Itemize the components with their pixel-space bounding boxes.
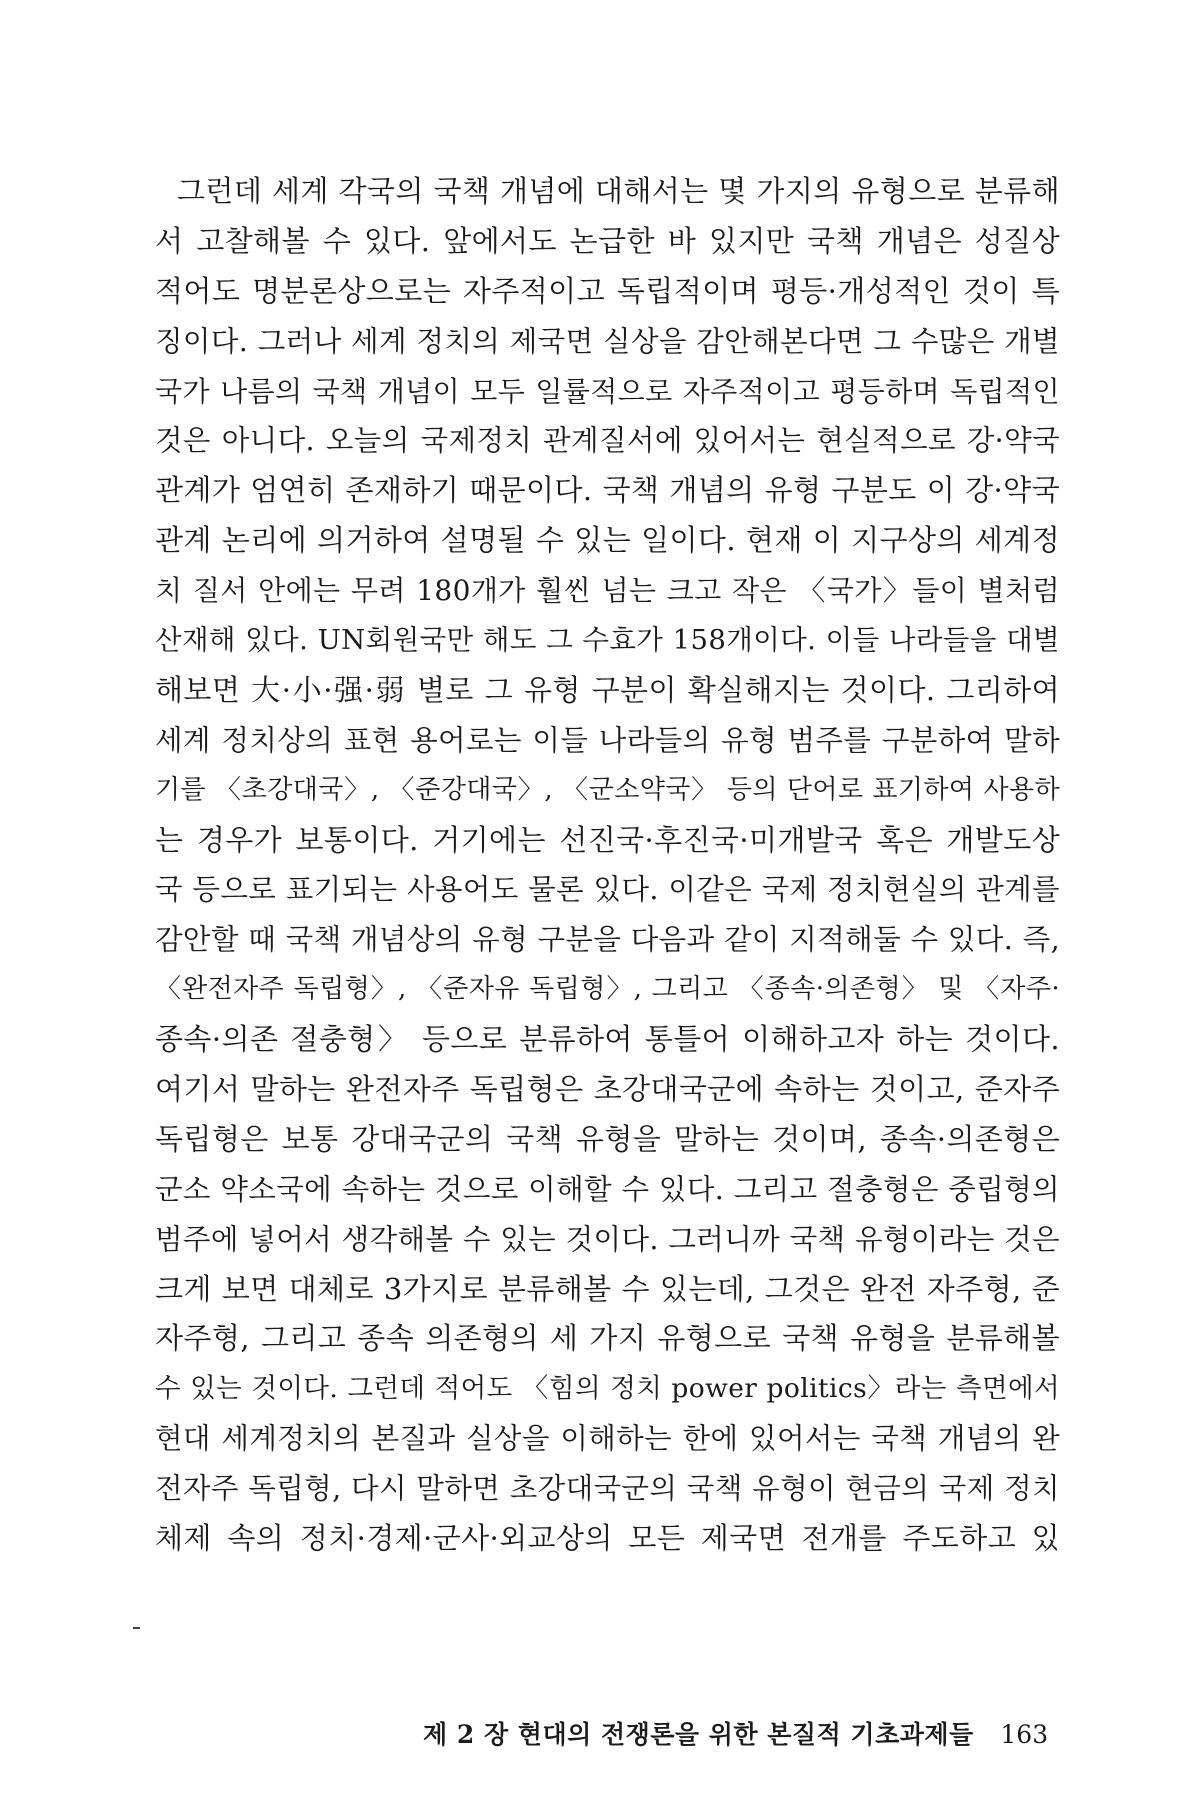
text-line: 감안할 때 국책 개념상의 유형 구분을 다음과 같이 지적해둘 수 있다. 즉, <box>155 923 1060 957</box>
running-footer <box>423 1715 1049 1755</box>
text-line: 관계가 엄연히 존재하기 때문이다. 국책 개념의 유형 구분도 이 강·약국 <box>155 473 1060 508</box>
chapter-title: 제 2 장 현대의 전쟁론을 위한 본질적 기초과제들 <box>423 1720 974 1749</box>
text-line: 서 고찰해볼 수 있다. 앞에서도 논급한 바 있지만 국책 개념은 성질상 <box>155 223 1060 258</box>
text-line: 는 경우가 보통이다. 거기에는 선진국·후진국·미개발국 혹은 개발도상 <box>155 822 1060 857</box>
text-line: 관계 논리에 의거하여 설명될 수 있는 일이다. 현재 이 지구상의 세계정 <box>155 523 1060 558</box>
text-line: 여기서 말하는 완전자주 독립형은 초강대국군에 속하는 것이고, 준자주 <box>155 1072 1060 1107</box>
text-line: 크게 보면 대체로 3가지로 분류해볼 수 있는데, 그것은 완전 자주형, 준 <box>155 1271 1060 1306</box>
text-line: 종속·의존 절충형〉 등으로 분류하여 통틀어 이해하고자 하는 것이다. <box>155 1022 1060 1057</box>
margin-mark <box>133 1627 140 1629</box>
text-line: 징이다. 그러나 세계 정치의 제국면 실상을 감안해본다면 그 수많은 개별 <box>155 324 1060 358</box>
text-line: 국 등으로 표기되는 사용어도 물론 있다. 이같은 국제 정치현실의 관계를 <box>155 873 1060 907</box>
text-line: 현대 세계정치의 본질과 실상을 이해하는 한에 있어서는 국책 개념의 완 <box>155 1422 1060 1456</box>
text-line: 것은 아니다. 오늘의 국제정치 관계질서에 있어서는 현실적으로 강·약국 <box>155 424 1060 458</box>
text-line: 산재해 있다. UN회원국만 해도 그 수효가 158개이다. 이들 나라들을 대별 <box>155 624 1060 657</box>
text-line: 기를 〈초강대국〉, 〈준강대국〉, 〈군소약국〉 등의 단어로 표기하여 사용하 <box>155 774 1060 805</box>
text-line: 범주에 넣어서 생각해볼 수 있는 것이다. 그러니까 국책 유형이라는 것은 <box>155 1222 1060 1256</box>
text-line: 그런데 세계 각국의 국책 개념에 대해서는 몇 가지의 유형으로 분류해 <box>177 174 1060 208</box>
text-line: 해보면 大·小·强·弱 별로 그 유형 구분이 확실해지는 것이다. 그리하여 <box>155 672 1060 707</box>
text-line: 치 질서 안에는 무려 180개가 훨씬 넘는 크고 작은 〈국가〉들이 별처럼 <box>155 574 1060 608</box>
text-line: 국가 나름의 국책 개념이 모두 일률적으로 자주적이고 평등하며 독립적인 <box>155 374 1060 408</box>
text-line: 전자주 독립형, 다시 말하면 초강대국군의 국책 유형이 현금의 국제 정치 <box>155 1472 1060 1506</box>
text-line: 군소 약소국에 속하는 것으로 이해할 수 있다. 그리고 절충형은 중립형의 <box>155 1172 1060 1206</box>
page-number: 163 <box>1000 1720 1049 1749</box>
body-text <box>155 167 1060 1564</box>
text-line: 세계 정치상의 표현 용어로는 이들 나라들의 유형 범주를 구분하여 말하 <box>155 723 1060 757</box>
text-line: 체제 속의 정치·경제·군사·외교상의 모든 제국면 전개를 주도하고 있 <box>155 1521 1060 1556</box>
text-line: 자주형, 그리고 종속 의존형의 세 가지 유형으로 국책 유형을 분류해볼 <box>155 1321 1060 1356</box>
text-line: 수 있는 것이다. 그런데 적어도 〈힘의 정치 power politics〉라는 측면에서 <box>155 1373 1060 1405</box>
text-line: 독립형은 보통 강대국군의 국책 유형을 말하는 것이며, 종속·의존형은 <box>155 1121 1060 1156</box>
text-line: 적어도 명분론상으로는 자주적이고 독립적이며 평등·개성적인 것이 특 <box>155 273 1060 308</box>
text-line: 〈완전자주 독립형〉, 〈준자유 독립형〉, 그리고 〈종속·의존형〉 및 〈자주· <box>155 974 1060 1005</box>
